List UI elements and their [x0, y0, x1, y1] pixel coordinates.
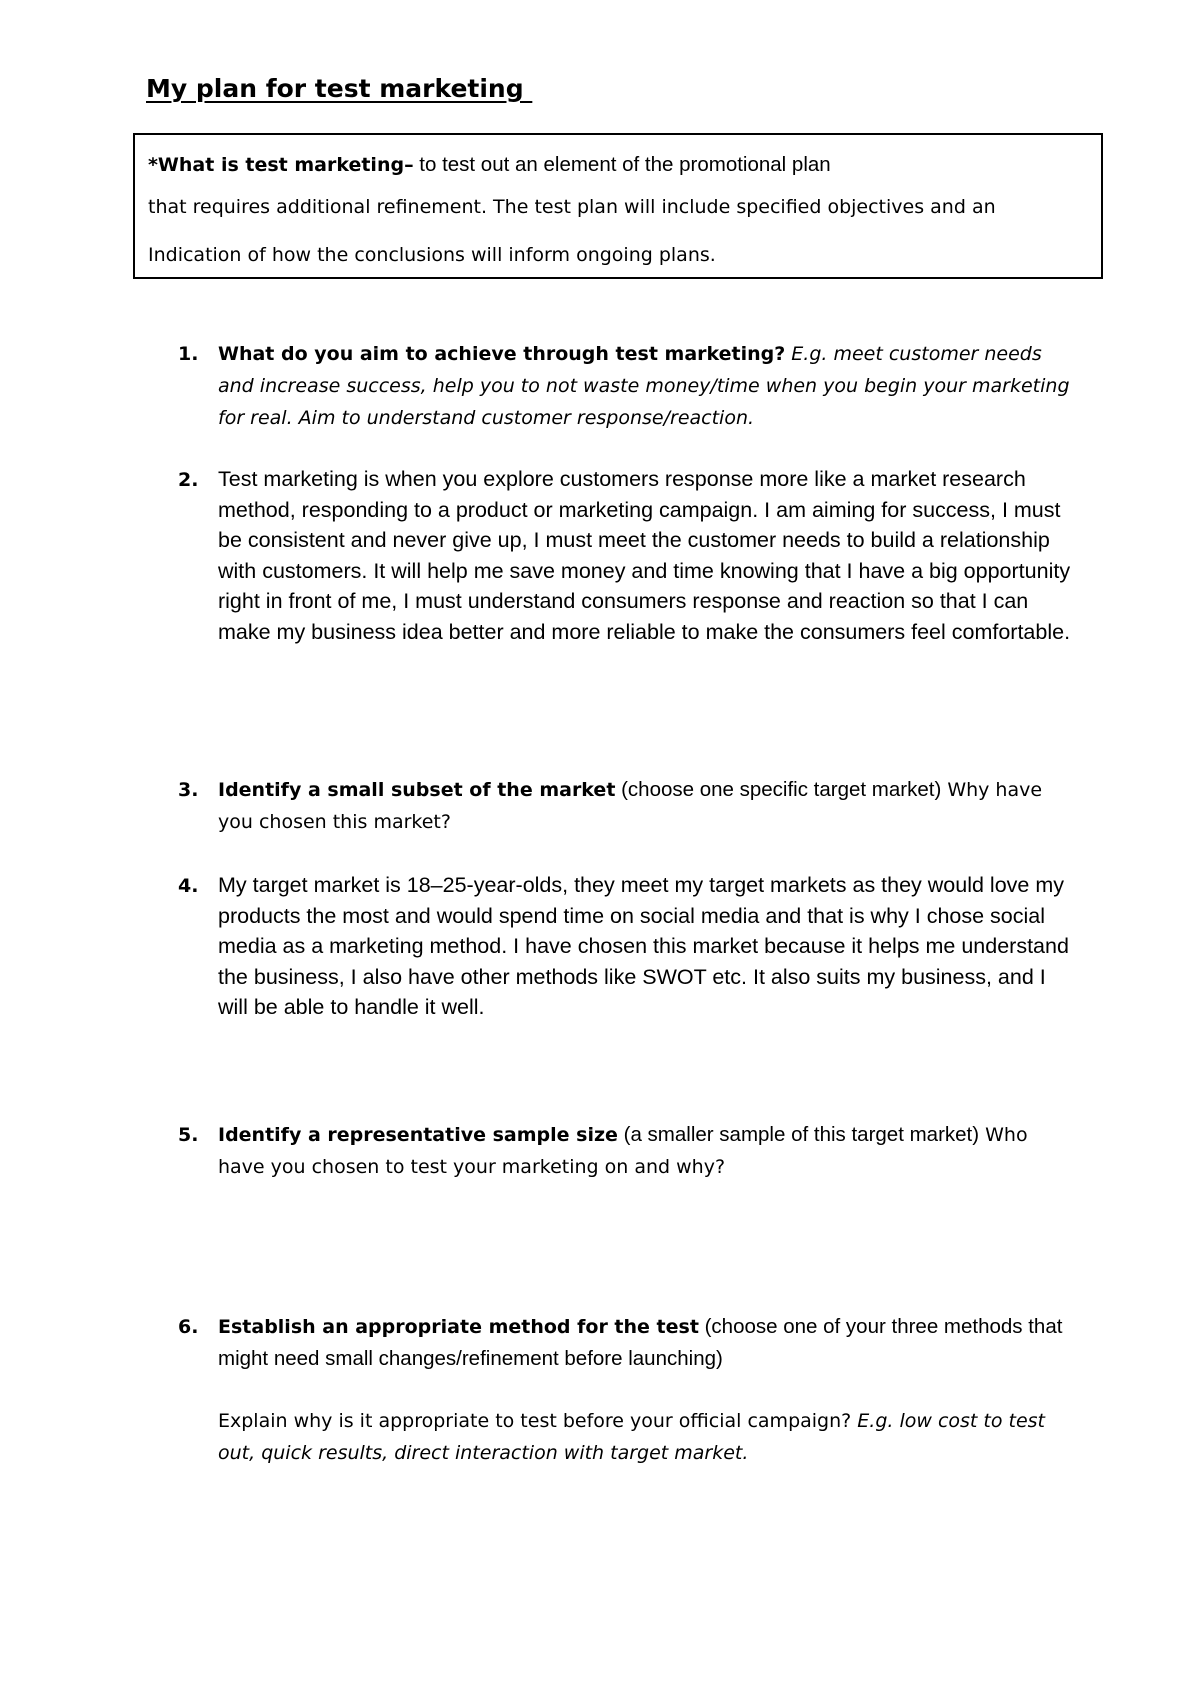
question-bold: What do you aim to achieve through test marketing? — [218, 343, 786, 365]
question-text — [218, 1119, 1078, 1183]
item-number: 2. — [178, 469, 199, 491]
question-bold: Identify a representative sample size — [218, 1124, 618, 1146]
question-paren: (a smaller sample of this target market) — [617, 1123, 980, 1146]
question-bold: Identify a small subset of the market — [218, 779, 616, 801]
item-number: 5. — [178, 1124, 199, 1146]
item-body — [218, 1119, 1078, 1183]
sub-question-example: E.g. low cost to test out, quick results, direct interaction with target market. — [218, 1410, 1046, 1464]
question-rest: Why have you chosen this market? — [218, 779, 1043, 833]
sub-question — [218, 1405, 1078, 1469]
definition-line-1 — [148, 147, 1089, 183]
question-text — [218, 774, 1078, 838]
item-body — [218, 774, 1078, 838]
definition-line-3: Indication of how the conclusions will inform ongoing plans. — [148, 244, 716, 266]
answer-text: My target market is 18–25-year-olds, they meet my target markets as they would love my products the most and would spend time on social media and that is why I chose social media as a marketing method. I have chosen this market because it helps me understand the business, I also have other methods like SWOT etc. It also suits my business, and I will be able to handle it well. — [218, 873, 1069, 1019]
question-paren: (choose one specific target market) — [615, 778, 942, 801]
item-number: 6. — [178, 1316, 199, 1338]
answer-text: Test marketing is when you explore customers response more like a market research method, responding to a product or marketing campaign. I am aiming for success, I must be consistent and never give up, I must meet the customer needs to build a relationship with customers. It will help me save money and time knowing that I have a big opportunity right in front of me, I must understand consumers response and reaction so that I can make my business idea better and more reliable to make the consumers feel comfortable. — [218, 467, 1071, 644]
item-body — [218, 464, 1078, 647]
question-bold: Establish an appropriate method for the test — [218, 1316, 699, 1338]
sub-question-text: Explain why is it appropriate to test before your official campaign? — [218, 1410, 852, 1432]
item-number: 3. — [178, 779, 199, 801]
definition-line-2: that requires additional refinement. The test plan will include specified objectives and an — [148, 196, 996, 218]
item-number: 1. — [178, 343, 199, 365]
question-paren: (choose one of your three methods that might need small changes/refinement before launching) — [218, 1315, 1063, 1370]
definition-line1-rest: to test out an element of the promotional plan — [413, 153, 831, 176]
item-body — [218, 1311, 1078, 1469]
question-example: E.g. meet customer needs and increase success, help you to not waste money/time when you begin your marketing for real. Aim to understand customer response/reaction. — [218, 343, 1070, 429]
question-rest: Who have you chosen to test your marketing on and why? — [218, 1124, 1028, 1178]
question-text — [218, 338, 1078, 434]
item-body — [218, 870, 1078, 1023]
page-title: My plan for test marketing — [146, 74, 533, 103]
item-number: 4. — [178, 875, 199, 897]
definition-term: *What is test marketing– — [148, 154, 414, 176]
item-body — [218, 338, 1078, 434]
question-text — [218, 1311, 1078, 1375]
definition-box — [133, 133, 1103, 279]
